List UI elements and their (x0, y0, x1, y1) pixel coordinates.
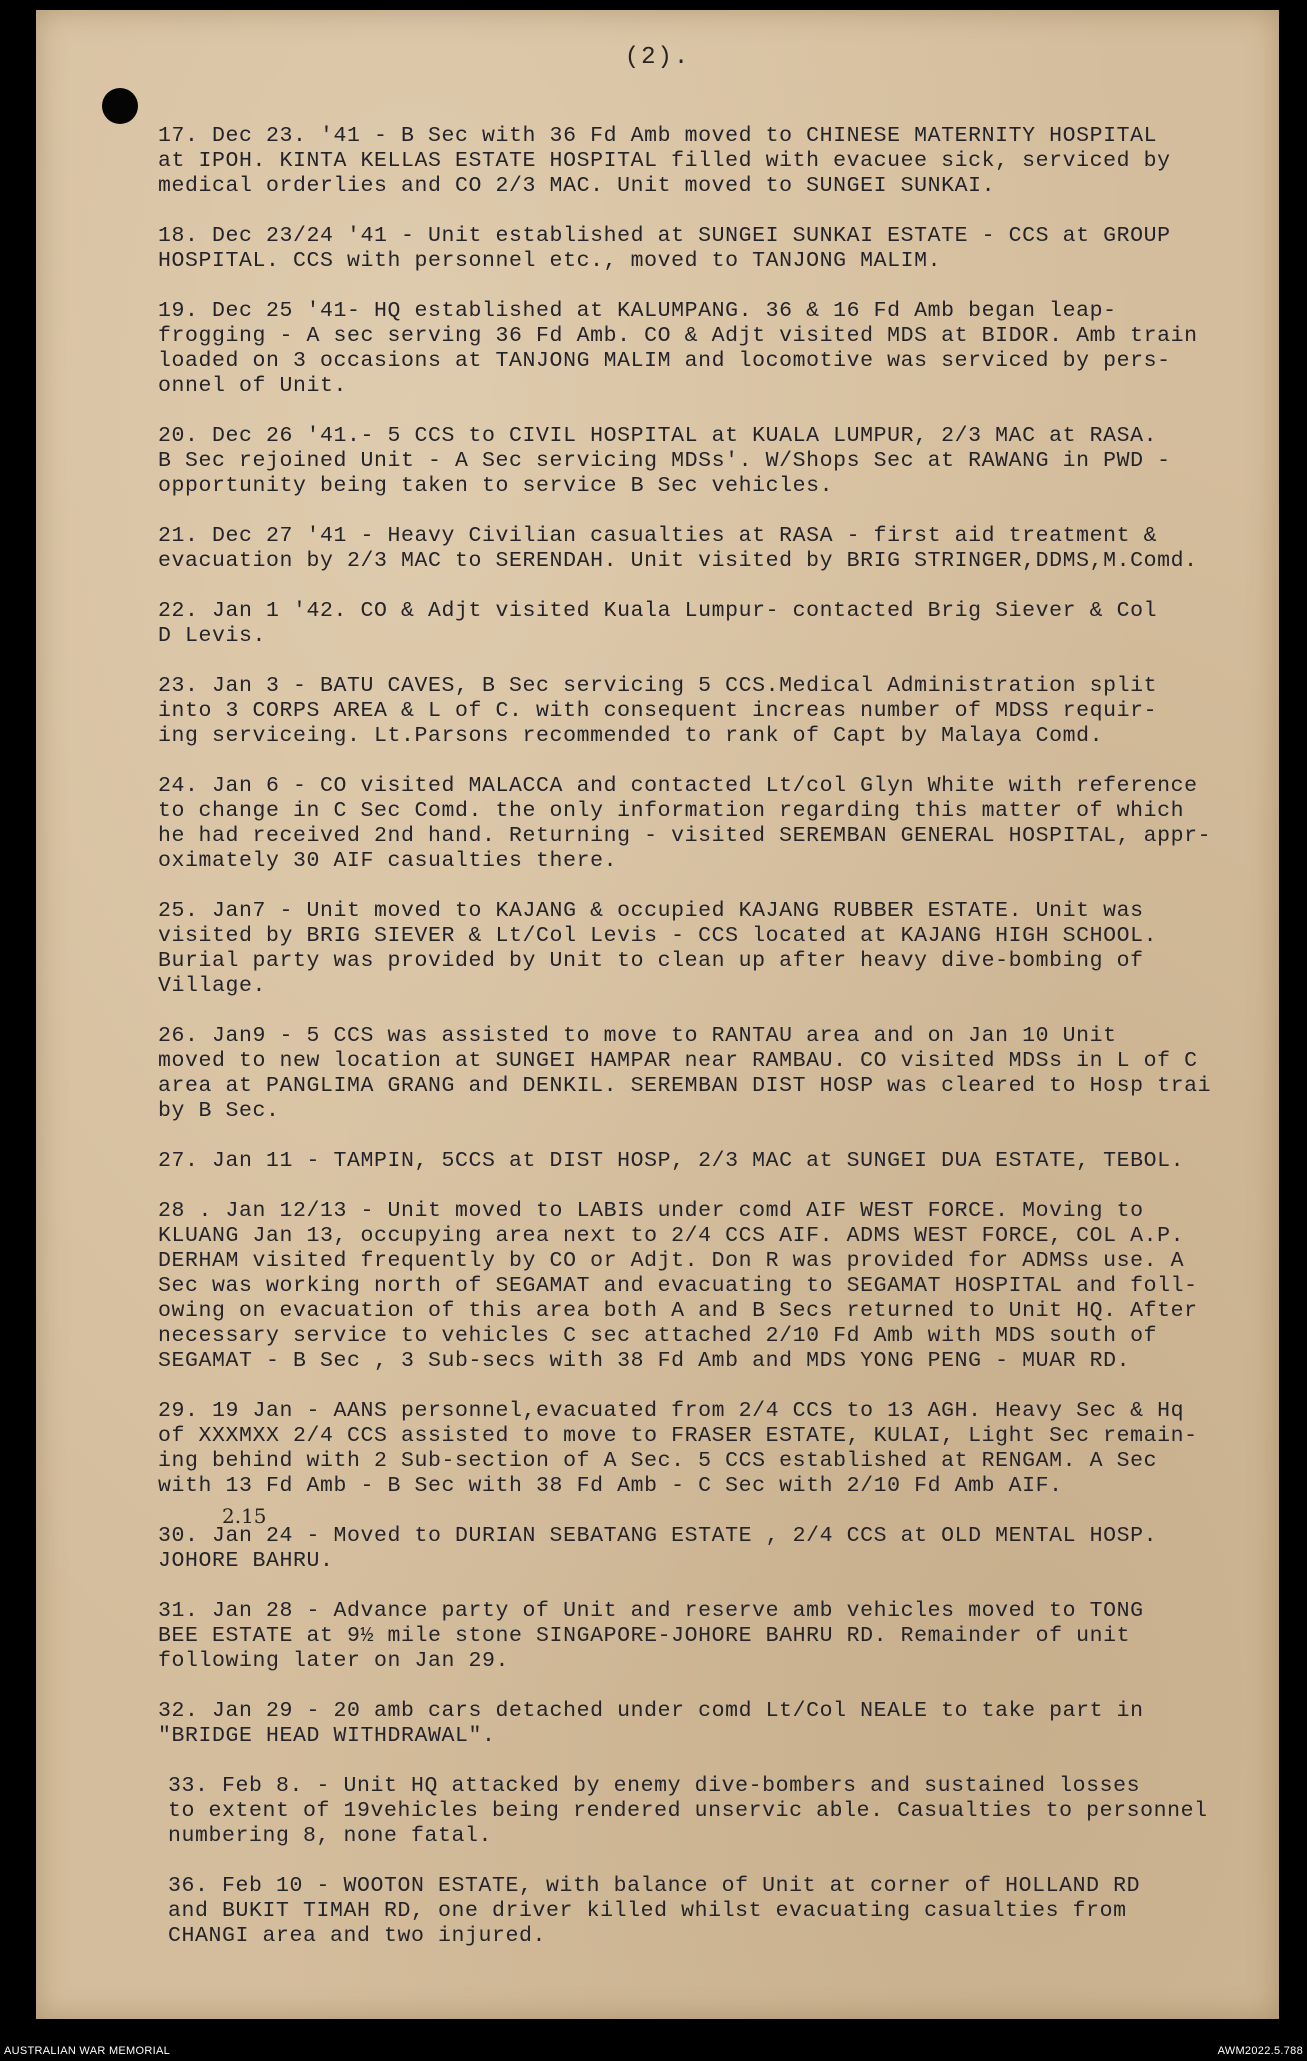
entry-32: 32. Jan 29 - 20 amb cars detached under comd Lt/Col NEALE to take part in "BRIDGE HEAD WITHDRAWAL". (158, 1699, 1144, 1748)
entry-36: 36. Feb 10 - WOOTON ESTATE, with balance of Unit at corner of HOLLAND RD and BUKIT TIMAH RD, one driver killed whilst evacuating casualties from CHANGI area and two injured. (168, 1874, 1141, 1948)
handwritten-margin-note: 2.15 (222, 1504, 267, 1528)
punch-hole (102, 88, 138, 124)
entry-25: 25. Jan7 - Unit moved to KAJANG & occupied KAJANG RUBBER ESTATE. Unit was visited by BRIG SIEVER & Lt/Col Levis - CCS located at KAJANG HIGH SCHOOL. Burial party was provided by Unit to clean up after heavy dive-bombing of Village. (158, 899, 1158, 998)
entry-24: 24. Jan 6 - CO visited MALACCA and contacted Lt/col Glyn White with reference to change in C Sec Comd. the only information regarding this matter of which he had received 2nd hand. Returning - visited SEREMBAN GENERAL HOSPITAL, appr- oximately 30 AIF casualties there. (158, 774, 1212, 873)
footer-accession-number: AWM2022.5.788 (1217, 2045, 1303, 2057)
entry-29: 29. 19 Jan - AANS personnel,evacuated from 2/4 CCS to 13 AGH. Heavy Sec & Hq of XXXMXX 2/4 CCS assisted to move to FRASER ESTATE, KULAI, Light Sec remain- ing behind with 2 Sub-section of A Sec. 5 CCS established at RENGAM. A Sec with 13 Fd Amb - B Sec with 38 Fd Amb - C Sec with 2/10 Fd Amb AIF. (158, 1399, 1198, 1498)
entry-26: 26. Jan9 - 5 CCS was assisted to move to RANTAU area and on Jan 10 Unit moved to new location at SUNGEI HAMPAR near RAMBAU. CO visited MDSs in L of C area at PANGLIMA GRANG and DENKIL. SEREMBAN DIST HOSP was cleared to Hosp trai by B Sec. (158, 1024, 1212, 1123)
entry-list (158, 124, 1303, 1949)
entry-22: 22. Jan 1 '42. CO & Adjt visited Kuala Lumpur- contacted Brig Siever & Col D Levis. (158, 599, 1158, 648)
entry-19: 19. Dec 25 '41- HQ established at KALUMPANG. 36 & 16 Fd Amb began leap- frogging - A sec serving 36 Fd Amb. CO & Adjt visited MDS at BIDOR. Amb train loaded on 3 occasions at TANJONG MALIM and locomotive was serviced by pers- onnel of Unit. (158, 299, 1198, 398)
entry-17: 17. Dec 23. '41 - B Sec with 36 Fd Amb moved to CHINESE MATERNITY HOSPITAL at IPOH. KINTA KELLAS ESTATE HOSPITAL filled with evacuee sick, serviced by medical orderlies and CO 2/3 MAC. Unit moved to SUNGEI SUNKAI. (158, 124, 1171, 198)
document-page (36, 10, 1279, 2019)
entry-27: 27. Jan 11 - TAMPIN, 5CCS at DIST HOSP, 2/3 MAC at SUNGEI DUA ESTATE, TEBOL. (158, 1149, 1185, 1173)
entry-28: 28 . Jan 12/13 - Unit moved to LABIS under comd AIF WEST FORCE. Moving to KLUANG Jan 13, occupying area next to 2/4 CCS AIF. ADMS WEST FORCE, COL A.P. DERHAM visited frequently by CO or Adjt. Don R was provided for ADMSs use. A Sec was working north of SEGAMAT and evacuating to SEGAMAT HOSPITAL and foll- owing on evacuation of this area both A and B Secs returned to Unit HQ. After necessary service to vehicles C sec attached 2/10 Fd Amb with MDS south of SEGAMAT - B Sec , 3 Sub-secs with 38 Fd Amb and MDS YONG PENG - MUAR RD. (158, 1199, 1198, 1373)
entry-30: 30. Jan 24 - Moved to DURIAN SEBATANG ESTATE , 2/4 CCS at OLD MENTAL HOSP. JOHORE BAHRU. (158, 1524, 1158, 1573)
page-number: (2). (624, 44, 691, 71)
entry-18: 18. Dec 23/24 '41 - Unit established at SUNGEI SUNKAI ESTATE - CCS at GROUP HOSPITAL. CCS with personnel etc., moved to TANJONG MALIM. (158, 224, 1171, 273)
entry-23: 23. Jan 3 - BATU CAVES, B Sec servicing 5 CCS.Medical Administration split into 3 CORPS AREA & L of C. with consequent increas number of MDSS requir- ing serviceing. Lt.Parsons recommended to rank of Capt by Malaya Comd. (158, 674, 1158, 748)
entry-31: 31. Jan 28 - Advance party of Unit and reserve amb vehicles moved to TONG BEE ESTATE at 9½ mile stone SINGAPORE-JOHORE BAHRU RD. Remainder of unit following later on Jan 29. (158, 1599, 1144, 1673)
entry-33: 33. Feb 8. - Unit HQ attacked by enemy dive-bombers and sustained losses to extent of 19vehicles being rendered unservic able. Casualties to personnel numbering 8, none fatal. (168, 1774, 1208, 1848)
footer-institution: AUSTRALIAN WAR MEMORIAL (4, 2045, 171, 2057)
entry-20: 20. Dec 26 '41.- 5 CCS to CIVIL HOSPITAL at KUALA LUMPUR, 2/3 MAC at RASA. B Sec rejoined Unit - A Sec servicing MDSs'. W/Shops Sec at RAWANG in PWD - opportunity being taken to service B Sec vehicles. (158, 424, 1171, 498)
entry-21: 21. Dec 27 '41 - Heavy Civilian casualties at RASA - first aid treatment & evacuation by 2/3 MAC to SERENDAH. Unit visited by BRIG STRINGER,DDMS,M.Comd. (158, 524, 1198, 573)
